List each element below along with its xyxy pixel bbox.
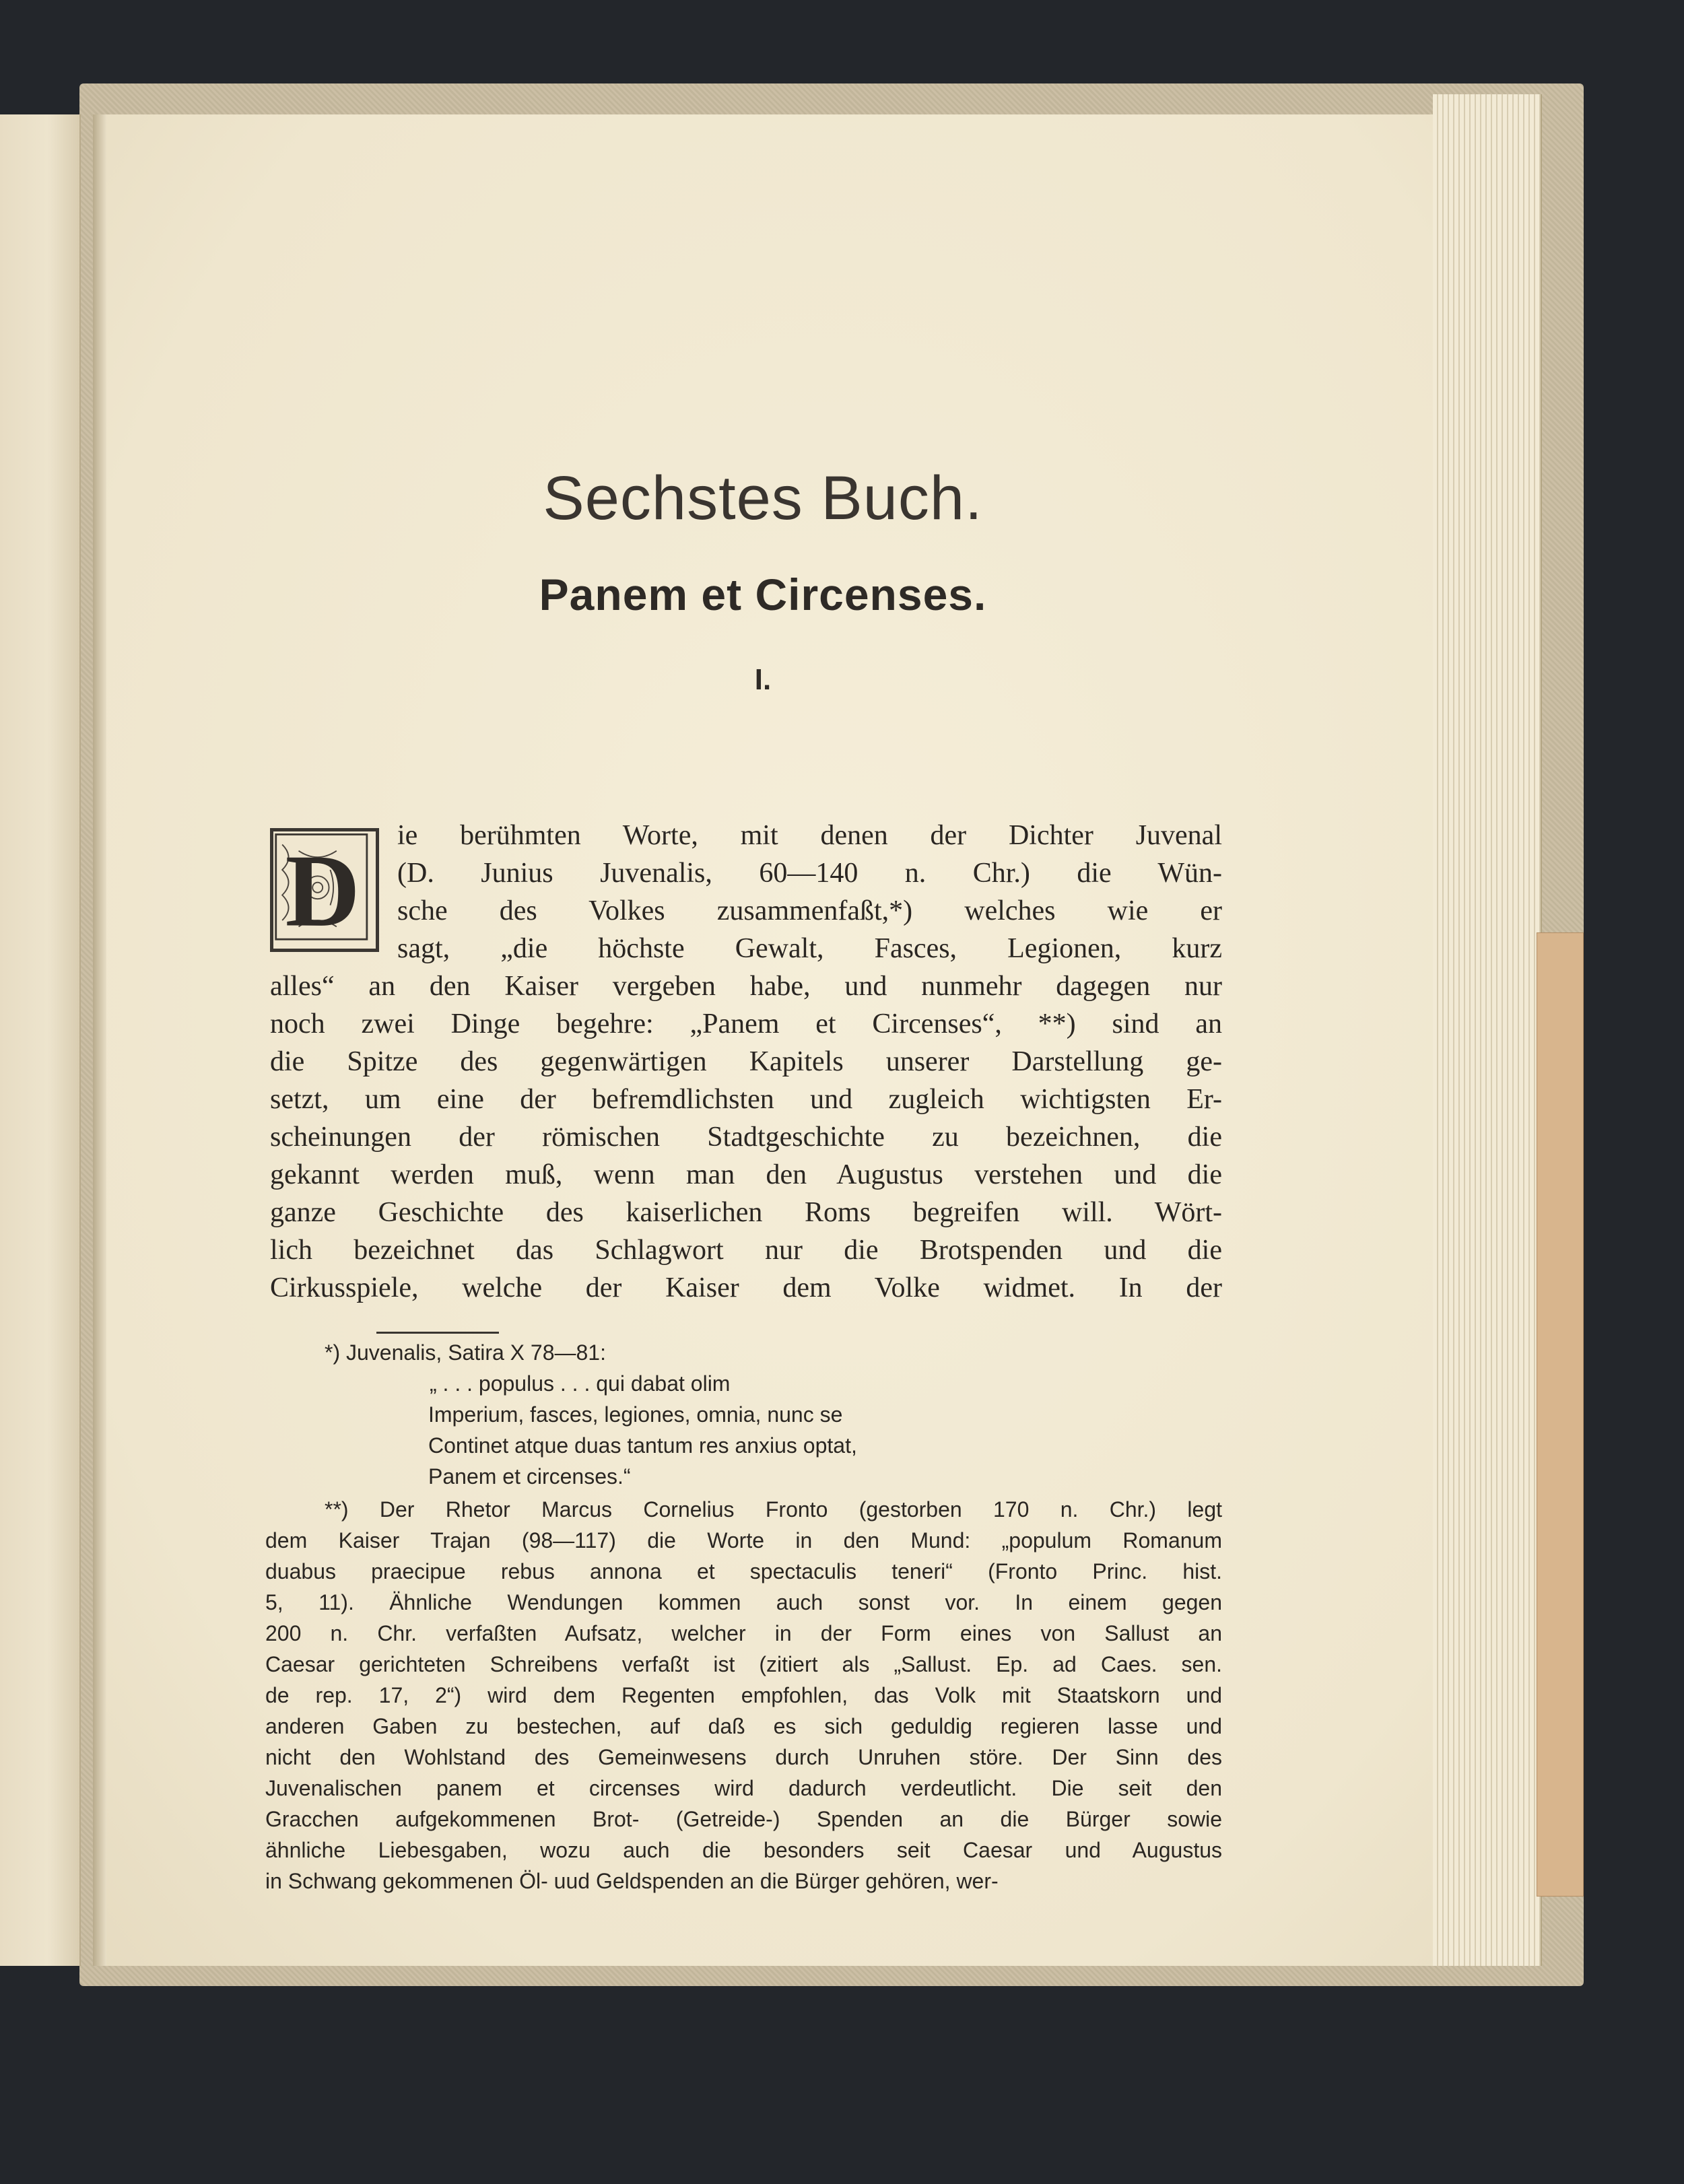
footnote-line: de rep. 17, 2“) wird dem Regenten empfohlen, das Volk mit Staatskorn und <box>265 1683 1222 1707</box>
drop-cap-letter: D <box>285 833 360 949</box>
footnote-line: Juvenalischen panem et circenses wird dadurch verdeutlicht. Die seit den <box>265 1776 1222 1800</box>
ornament-icon <box>273 831 376 949</box>
footnote-line: anderen Gaben zu bestechen, auf daß es sich geduldig regieren lasse und <box>265 1714 1222 1738</box>
body-line: alles“ an den Kaiser vergeben habe, und nunmehr dagegen nur <box>270 971 1222 1002</box>
bookmark-tab <box>1537 932 1584 1897</box>
footnote-verse-line: Imperium, fasces, legiones, omnia, nunc se <box>428 1402 843 1427</box>
body-line: Cirkusspiele, welche der Kaiser dem Volke widmet. In der <box>270 1272 1222 1303</box>
page-edges-stack <box>1433 94 1542 1966</box>
book-title: Sechstes Buch. <box>543 464 983 533</box>
footnote-verse-line: Panem et circenses.“ <box>428 1464 631 1489</box>
footnote-line: 200 n. Chr. verfaßten Aufsatz, welcher in der Form eines von Sallust an <box>265 1621 1222 1645</box>
footnote-line: in Schwang gekommenen Öl- uud Geldspenden an die Bürger gehören, wer- <box>265 1869 999 1893</box>
body-line: ganze Geschichte des kaiserlichen Roms begreifen will. Wört- <box>270 1197 1222 1228</box>
footnote-reference: *) Juvenalis, Satira X 78—81: <box>325 1340 606 1365</box>
body-line: noch zwei Dinge begehre: „Panem et Circenses“, **) sind an <box>270 1009 1222 1039</box>
footnote-line: nicht den Wohlstand des Gemeinwesens durch Unruhen störe. Der Sinn des <box>265 1745 1222 1769</box>
body-line: sagt, „die höchste Gewalt, Fasces, Legionen, kurz <box>397 933 1222 964</box>
footnote-line: duabus praecipue rebus annona et spectaculis teneri“ (Fronto Princ. hist. <box>265 1559 1222 1583</box>
left-page-edge <box>0 114 81 1966</box>
body-line: setzt, um eine der befremdlichsten und zugleich wichtigsten Er- <box>270 1084 1222 1115</box>
body-line: die Spitze des gegenwärtigen Kapitels unserer Darstellung ge- <box>270 1046 1222 1077</box>
body-line: lich bezeichnet das Schlagwort nur die Brotspenden und die <box>270 1235 1222 1266</box>
body-line: ie berühmten Worte, mit denen der Dichter Juvenal <box>397 820 1222 851</box>
book-page <box>93 114 1433 1966</box>
body-line: (D. Junius Juvenalis, 60—140 n. Chr.) die Wün- <box>397 858 1222 889</box>
footnote-line: **) Der Rhetor Marcus Cornelius Fronto (gestorben 170 n. Chr.) legt <box>325 1497 1222 1522</box>
footnote-verse-line: „ . . . populus . . . qui dabat olim <box>430 1371 731 1396</box>
footnote-line: Gracchen aufgekommenen Brot- (Getreide-) Spenden an die Bürger sowie <box>265 1807 1222 1831</box>
drop-cap-initial <box>270 828 379 952</box>
body-line: gekannt werden muß, wenn man den Augustus verstehen und die <box>270 1159 1222 1190</box>
page-gutter <box>93 114 106 1966</box>
section-number: I. <box>754 663 772 696</box>
footnote-rule <box>376 1332 499 1334</box>
chapter-subtitle: Panem et Circenses. <box>539 570 987 619</box>
footnote-line: 5, 11). Ähnliche Wendungen kommen auch sonst vor. In einem gegen <box>265 1590 1222 1614</box>
footnote-verse-line: Continet atque duas tantum res anxius optat, <box>428 1433 857 1458</box>
footnote-line: ähnliche Liebesgaben, wozu auch die besonders seit Caesar und Augustus <box>265 1838 1222 1862</box>
footnote-line: Caesar gerichteten Schreibens verfaßt ist (zitiert als „Sallust. Ep. ad Caes. sen. <box>265 1652 1222 1676</box>
footnote-line: dem Kaiser Trajan (98—117) die Worte in den Mund: „populum Romanum <box>265 1528 1222 1552</box>
body-line: sche des Volkes zusammenfaßt,*) welches wie er <box>397 895 1222 926</box>
body-line: scheinungen der römischen Stadtgeschichte zu bezeichnen, die <box>270 1122 1222 1153</box>
